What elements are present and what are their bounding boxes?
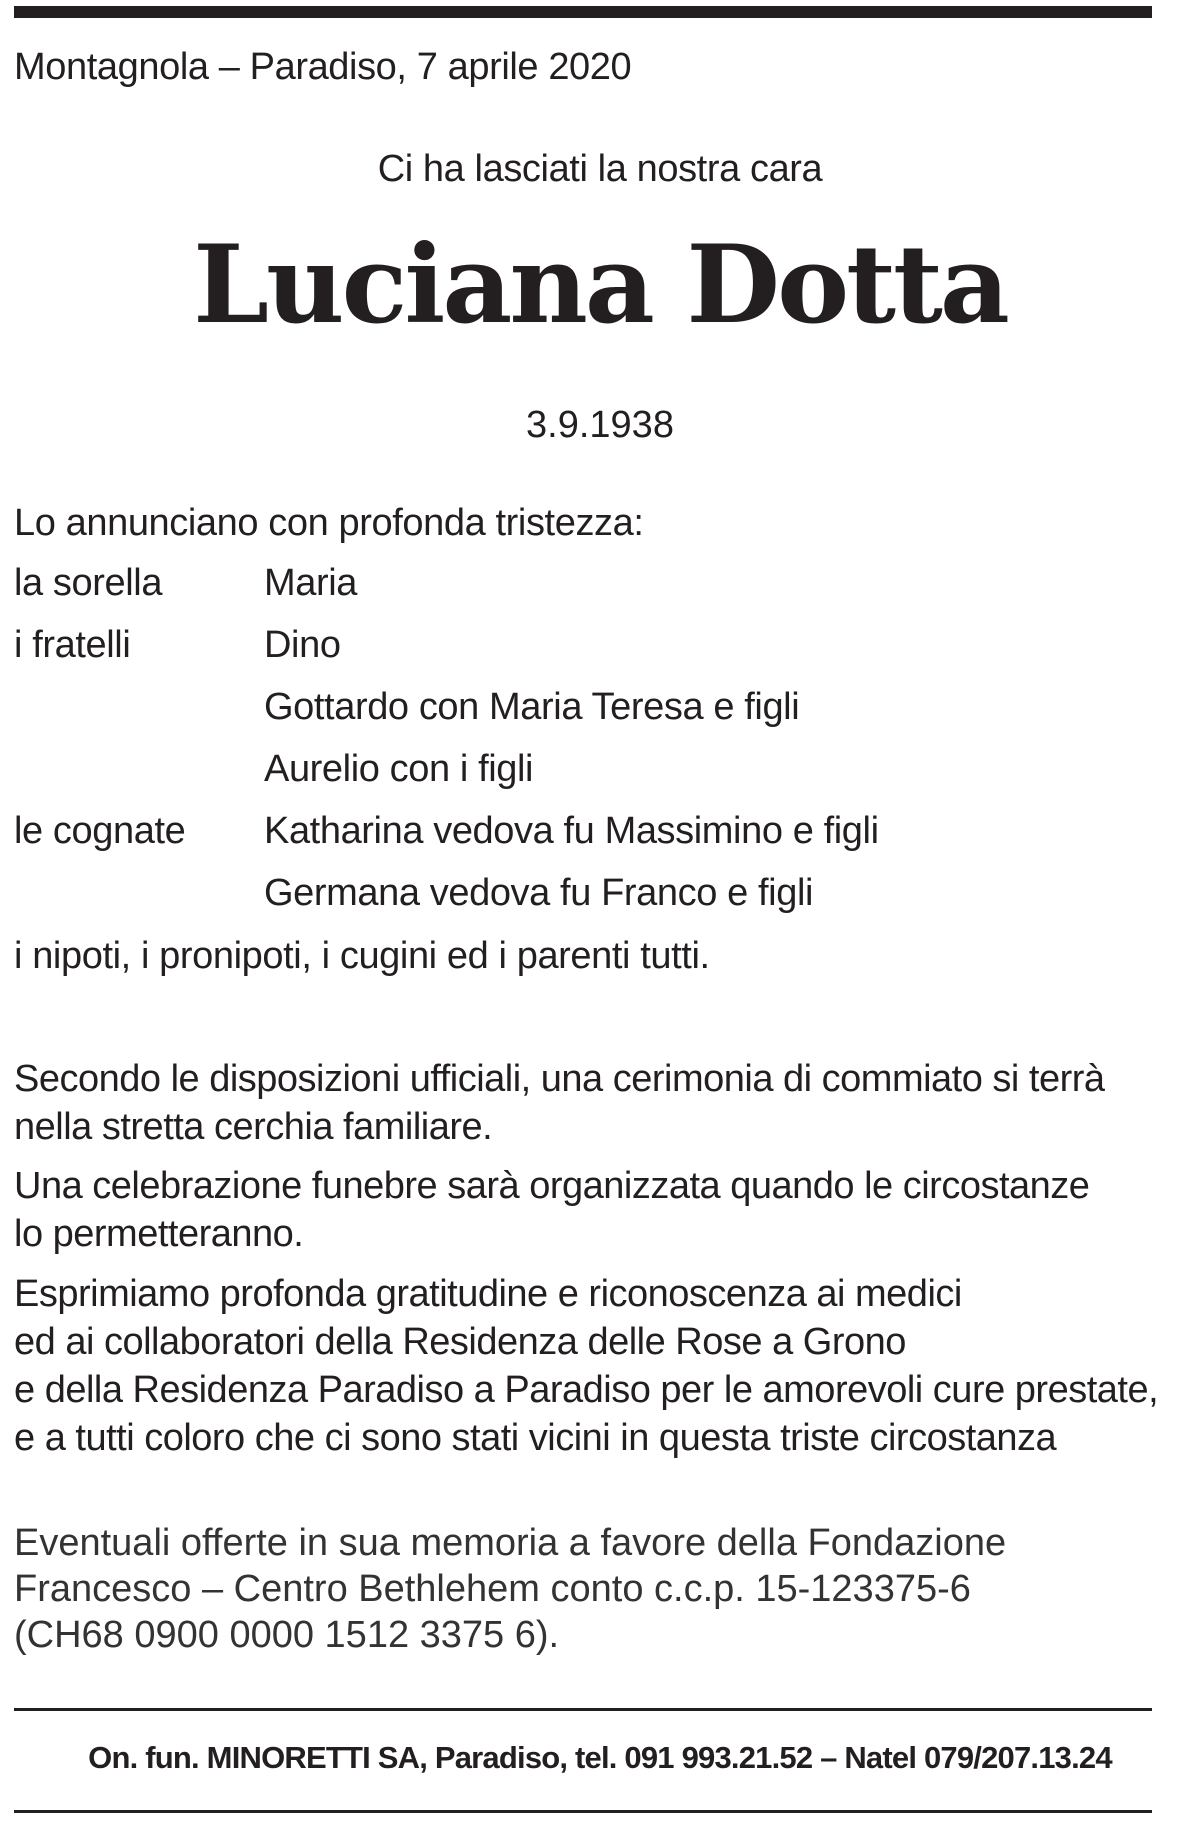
birth-date: 3.9.1938 — [526, 404, 674, 446]
donations-note — [14, 1520, 1006, 1658]
celebration-paragraph — [14, 1162, 1164, 1258]
family-relation: la sorella — [14, 562, 163, 604]
family-member: Germana vedova fu Franco e figli — [264, 872, 814, 914]
family-member: Aurelio con i figli — [264, 748, 534, 790]
paragraph-line: Una celebrazione funebre sarà organizzata quando le circostanze — [14, 1165, 1090, 1207]
top-rule — [14, 6, 1152, 18]
intro-line: Ci ha lasciati la nostra cara — [377, 148, 823, 190]
funeral-home-contact: On. fun. MINORETTI SA, Paradiso, tel. 091 993.21.52 – Natel 079/207.13.24 — [88, 1740, 1112, 1775]
donations-line: (CH68 0900 0000 1512 3375 6). — [14, 1614, 560, 1656]
family-member: Maria — [264, 562, 358, 604]
paragraph-line: Esprimiamo profonda gratitudine e riconoscenza ai medici — [14, 1273, 962, 1315]
paragraph-line: ed ai collaboratori della Residenza delle Rose a Grono — [14, 1321, 906, 1363]
paragraph-line: Secondo le disposizioni ufficiali, una cerimonia di commiato si terrà — [14, 1058, 1105, 1100]
announcement: Lo annunciano con profonda tristezza: — [14, 502, 644, 544]
relatives-line: i nipoti, i pronipoti, i cugini ed i parenti tutti. — [14, 935, 710, 977]
family-member: Dino — [264, 624, 341, 666]
family-relation: le cognate — [14, 810, 186, 852]
family-member: Katharina vedova fu Massimino e figli — [264, 810, 879, 852]
paragraph-line: lo permetteranno. — [14, 1213, 304, 1255]
ceremony-paragraph — [14, 1055, 1164, 1151]
paragraph-line: nella stretta cerchia familiare. — [14, 1106, 493, 1148]
place-date: Montagnola – Paradiso, 7 aprile 2020 — [14, 46, 632, 88]
footer-divider-top — [14, 1708, 1152, 1711]
paragraph-line: e della Residenza Paradiso a Paradiso per le amorevoli cure prestate, — [14, 1369, 1159, 1411]
deceased-name: Luciana Dotta — [193, 222, 1007, 348]
family-member: Gottardo con Maria Teresa e figli — [264, 686, 800, 728]
donations-line: Eventuali offerte in sua memoria a favore della Fondazione — [14, 1522, 1007, 1564]
gratitude-paragraph — [14, 1270, 1164, 1462]
footer-divider-bottom — [14, 1810, 1152, 1813]
donations-line: Francesco – Centro Bethlehem conto c.c.p. 15-123375-6 — [14, 1568, 971, 1610]
family-relation: i fratelli — [14, 624, 131, 666]
paragraph-line: e a tutti coloro che ci sono stati vicini in questa triste circostanza — [14, 1417, 1057, 1459]
